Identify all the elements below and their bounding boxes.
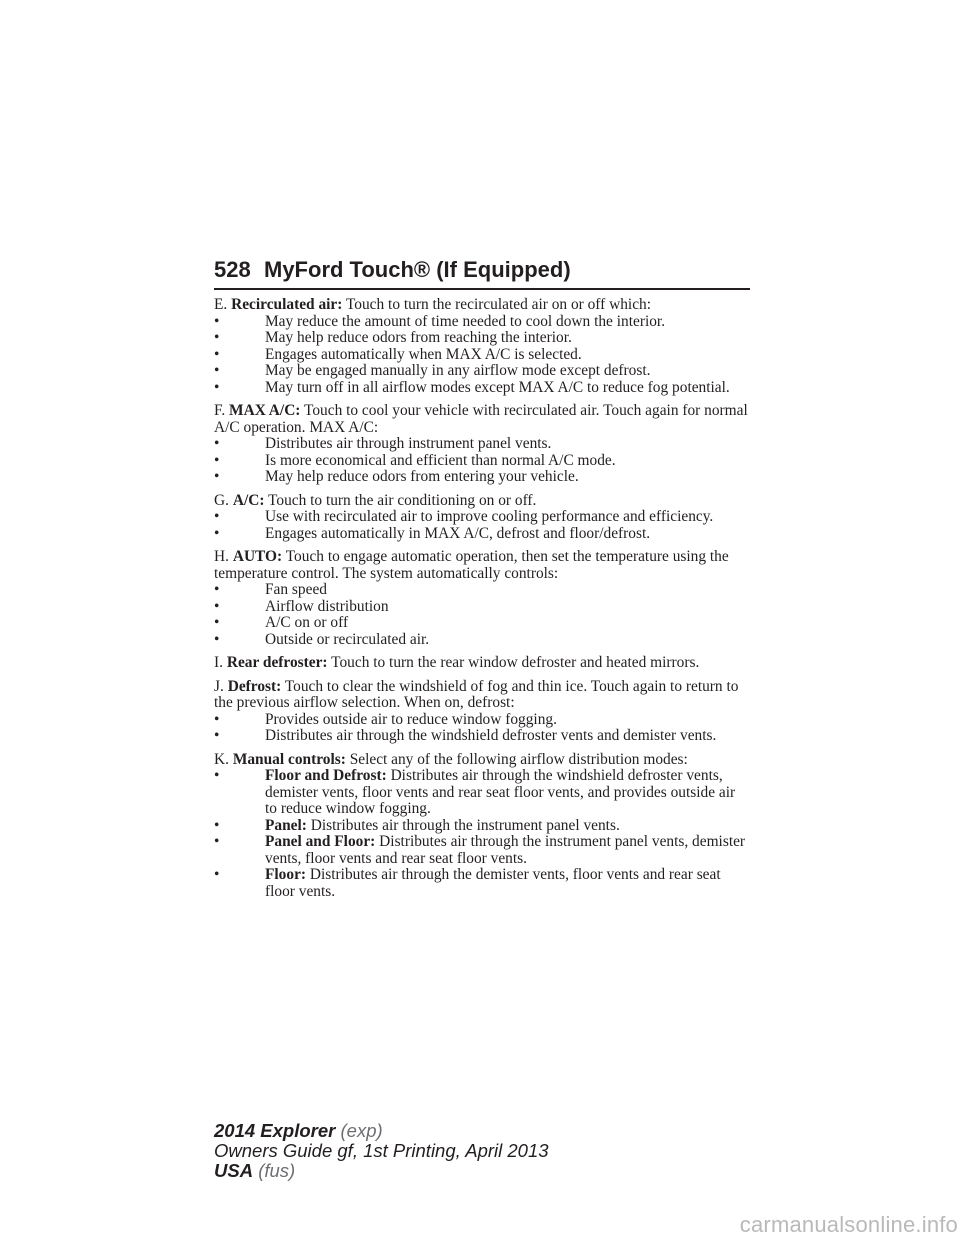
bullet-icon: •: [214, 833, 220, 850]
bullet-list: [214, 509, 750, 542]
section-term: Defrost:: [227, 677, 282, 695]
bullet-text: Distributes air through instrument panel vents.: [265, 435, 552, 452]
footer-model: 2014 Explorer: [214, 1120, 336, 1141]
bullet-icon: •: [214, 727, 220, 744]
list-item: [214, 599, 750, 616]
section-term: Recirculated air:: [231, 296, 343, 313]
bullet-icon: •: [214, 630, 220, 648]
bullet-text: Airflow distribution: [265, 597, 389, 615]
section-letter: J.: [214, 677, 224, 695]
list-item: [214, 728, 750, 745]
bullet-text: Is more economical and efficient than normal A/C mode.: [265, 451, 616, 469]
list-item: [214, 712, 750, 729]
section-text: Touch to engage automatic operation, then set the temperature using the temperature control. The system automatically controls:: [214, 548, 729, 582]
section-i: [214, 655, 750, 672]
section-letter: H.: [214, 548, 229, 565]
footer-line-3: [214, 1161, 549, 1181]
page-header: [214, 256, 750, 292]
footer-market: USA: [214, 1160, 254, 1181]
bullet-icon: •: [214, 468, 220, 485]
page-number: 528: [214, 257, 251, 282]
bullet-text: Provides outside air to reduce window fogging.: [265, 710, 557, 728]
bullet-text: May turn off in all airflow modes except MAX A/C to reduce fog potential.: [265, 378, 730, 396]
bullet-list: [214, 768, 750, 900]
bullet-text: Distributes air through the windshield defroster vents and demister vents.: [265, 727, 717, 744]
list-item: [214, 330, 750, 347]
bullet-text: Distributes air through the instrument panel vents.: [310, 816, 620, 834]
section-h: [214, 549, 750, 582]
bullet-text: Fan speed: [265, 581, 327, 598]
watermark-link[interactable]: carmanualsonline.info: [739, 1212, 958, 1237]
bullet-icon: •: [214, 312, 220, 330]
bullet-term: Floor and Defrost:: [265, 767, 387, 784]
bullet-icon: •: [214, 329, 220, 346]
bullet-text: May be engaged manually in any airflow mode except defrost.: [265, 362, 651, 379]
section-g: [214, 493, 750, 510]
list-item: [214, 436, 750, 453]
bullet-term: Panel and Floor:: [265, 833, 376, 850]
bullet-text: May reduce the amount of time needed to cool down the interior.: [265, 312, 666, 330]
footer-line-2: Owners Guide gf, 1st Printing, April 2013: [214, 1140, 549, 1161]
bullet-text: Engages automatically when MAX A/C is selected.: [265, 345, 582, 363]
bullet-icon: •: [214, 767, 220, 784]
footer-market-code: (fus): [258, 1160, 296, 1181]
list-item: [214, 453, 750, 470]
page-footer: [214, 1121, 549, 1181]
bullet-term: Floor:: [265, 866, 307, 883]
bullet-icon: •: [214, 345, 220, 363]
section-text: Touch to clear the windshield of fog and thin ice. Touch again to return to the previous airflow selection. When on, defrost:: [214, 677, 739, 711]
section-text: Select any of the following airflow distribution modes:: [349, 750, 688, 768]
list-item: [214, 314, 750, 331]
section-term: AUTO:: [232, 548, 283, 565]
list-item: [214, 582, 750, 599]
bullet-icon: •: [214, 451, 220, 469]
list-item: [214, 509, 750, 526]
footer-line-1: [214, 1121, 549, 1141]
bullet-text: Engages automatically in MAX A/C, defrost and floor/defrost.: [265, 524, 651, 542]
section-text: Touch to cool your vehicle with recirculated air. Touch again for normal A/C operation. MAX A/C:: [214, 402, 748, 436]
bullet-text: Distributes air through the demister vents, floor vents and rear seat floor vents.: [265, 866, 721, 900]
bullet-icon: •: [214, 866, 220, 883]
bullet-icon: •: [214, 597, 220, 615]
bullet-icon: •: [214, 508, 220, 525]
bullet-text: May help reduce odors from entering your vehicle.: [265, 468, 579, 485]
section-text: Touch to turn the air conditioning on or off.: [268, 491, 537, 509]
section-k: [214, 752, 750, 769]
bullet-icon: •: [214, 362, 220, 379]
bullet-icon: •: [214, 816, 220, 834]
section-letter: K.: [214, 750, 229, 768]
section-text: Touch to turn the recirculated air on or off which:: [345, 296, 652, 313]
list-item: [214, 347, 750, 364]
bullet-text: A/C on or off: [265, 614, 349, 631]
list-item: [214, 768, 750, 818]
bullet-icon: •: [214, 614, 220, 631]
list-item: [214, 615, 750, 632]
section-letter: I.: [214, 654, 223, 671]
section-letter: G.: [214, 491, 229, 509]
section-j: [214, 679, 750, 712]
bullet-list: [214, 436, 750, 486]
list-item: [214, 469, 750, 486]
bullet-text: Distributes air through the windshield defroster vents, demister vents, floor vents and rear seat floor vents, and provides outside air to reduce window fogging.: [265, 767, 736, 817]
bullet-list: [214, 582, 750, 648]
section-letter: F.: [214, 402, 226, 419]
list-item: [214, 526, 750, 543]
bullet-term: Panel:: [265, 816, 307, 834]
bullet-list: [214, 712, 750, 745]
list-item: [214, 363, 750, 380]
section-letter: E.: [214, 296, 228, 313]
bullet-text: Outside or recirculated air.: [265, 630, 430, 648]
list-item: [214, 632, 750, 649]
section-term: Rear defroster:: [226, 654, 328, 671]
section-e: [214, 297, 750, 314]
section-term: A/C:: [232, 491, 265, 509]
section-term: Manual controls:: [232, 750, 346, 768]
bullet-icon: •: [214, 524, 220, 542]
section-term: MAX A/C:: [229, 402, 301, 419]
section-text: Touch to turn the rear window defroster and heated mirrors.: [331, 654, 700, 671]
list-item: [214, 834, 750, 867]
document-body: [214, 297, 750, 907]
list-item: [214, 380, 750, 397]
bullet-text: May help reduce odors from reaching the interior.: [265, 329, 572, 346]
footer-model-code: (exp): [340, 1120, 383, 1141]
bullet-text: Distributes air through the instrument panel vents, demister vents, floor vents and rear seat floor vents.: [265, 833, 746, 867]
page-title: MyFord Touch® (If Equipped): [264, 257, 571, 282]
bullet-icon: •: [214, 710, 220, 728]
bullet-icon: •: [214, 581, 220, 598]
bullet-text: Use with recirculated air to improve cooling performance and efficiency.: [265, 508, 714, 525]
list-item: [214, 818, 750, 835]
header-rule: [214, 288, 750, 290]
bullet-list: [214, 314, 750, 397]
list-item: [214, 867, 750, 900]
bullet-icon: •: [214, 378, 220, 396]
bullet-icon: •: [214, 435, 220, 452]
section-f: [214, 403, 750, 436]
